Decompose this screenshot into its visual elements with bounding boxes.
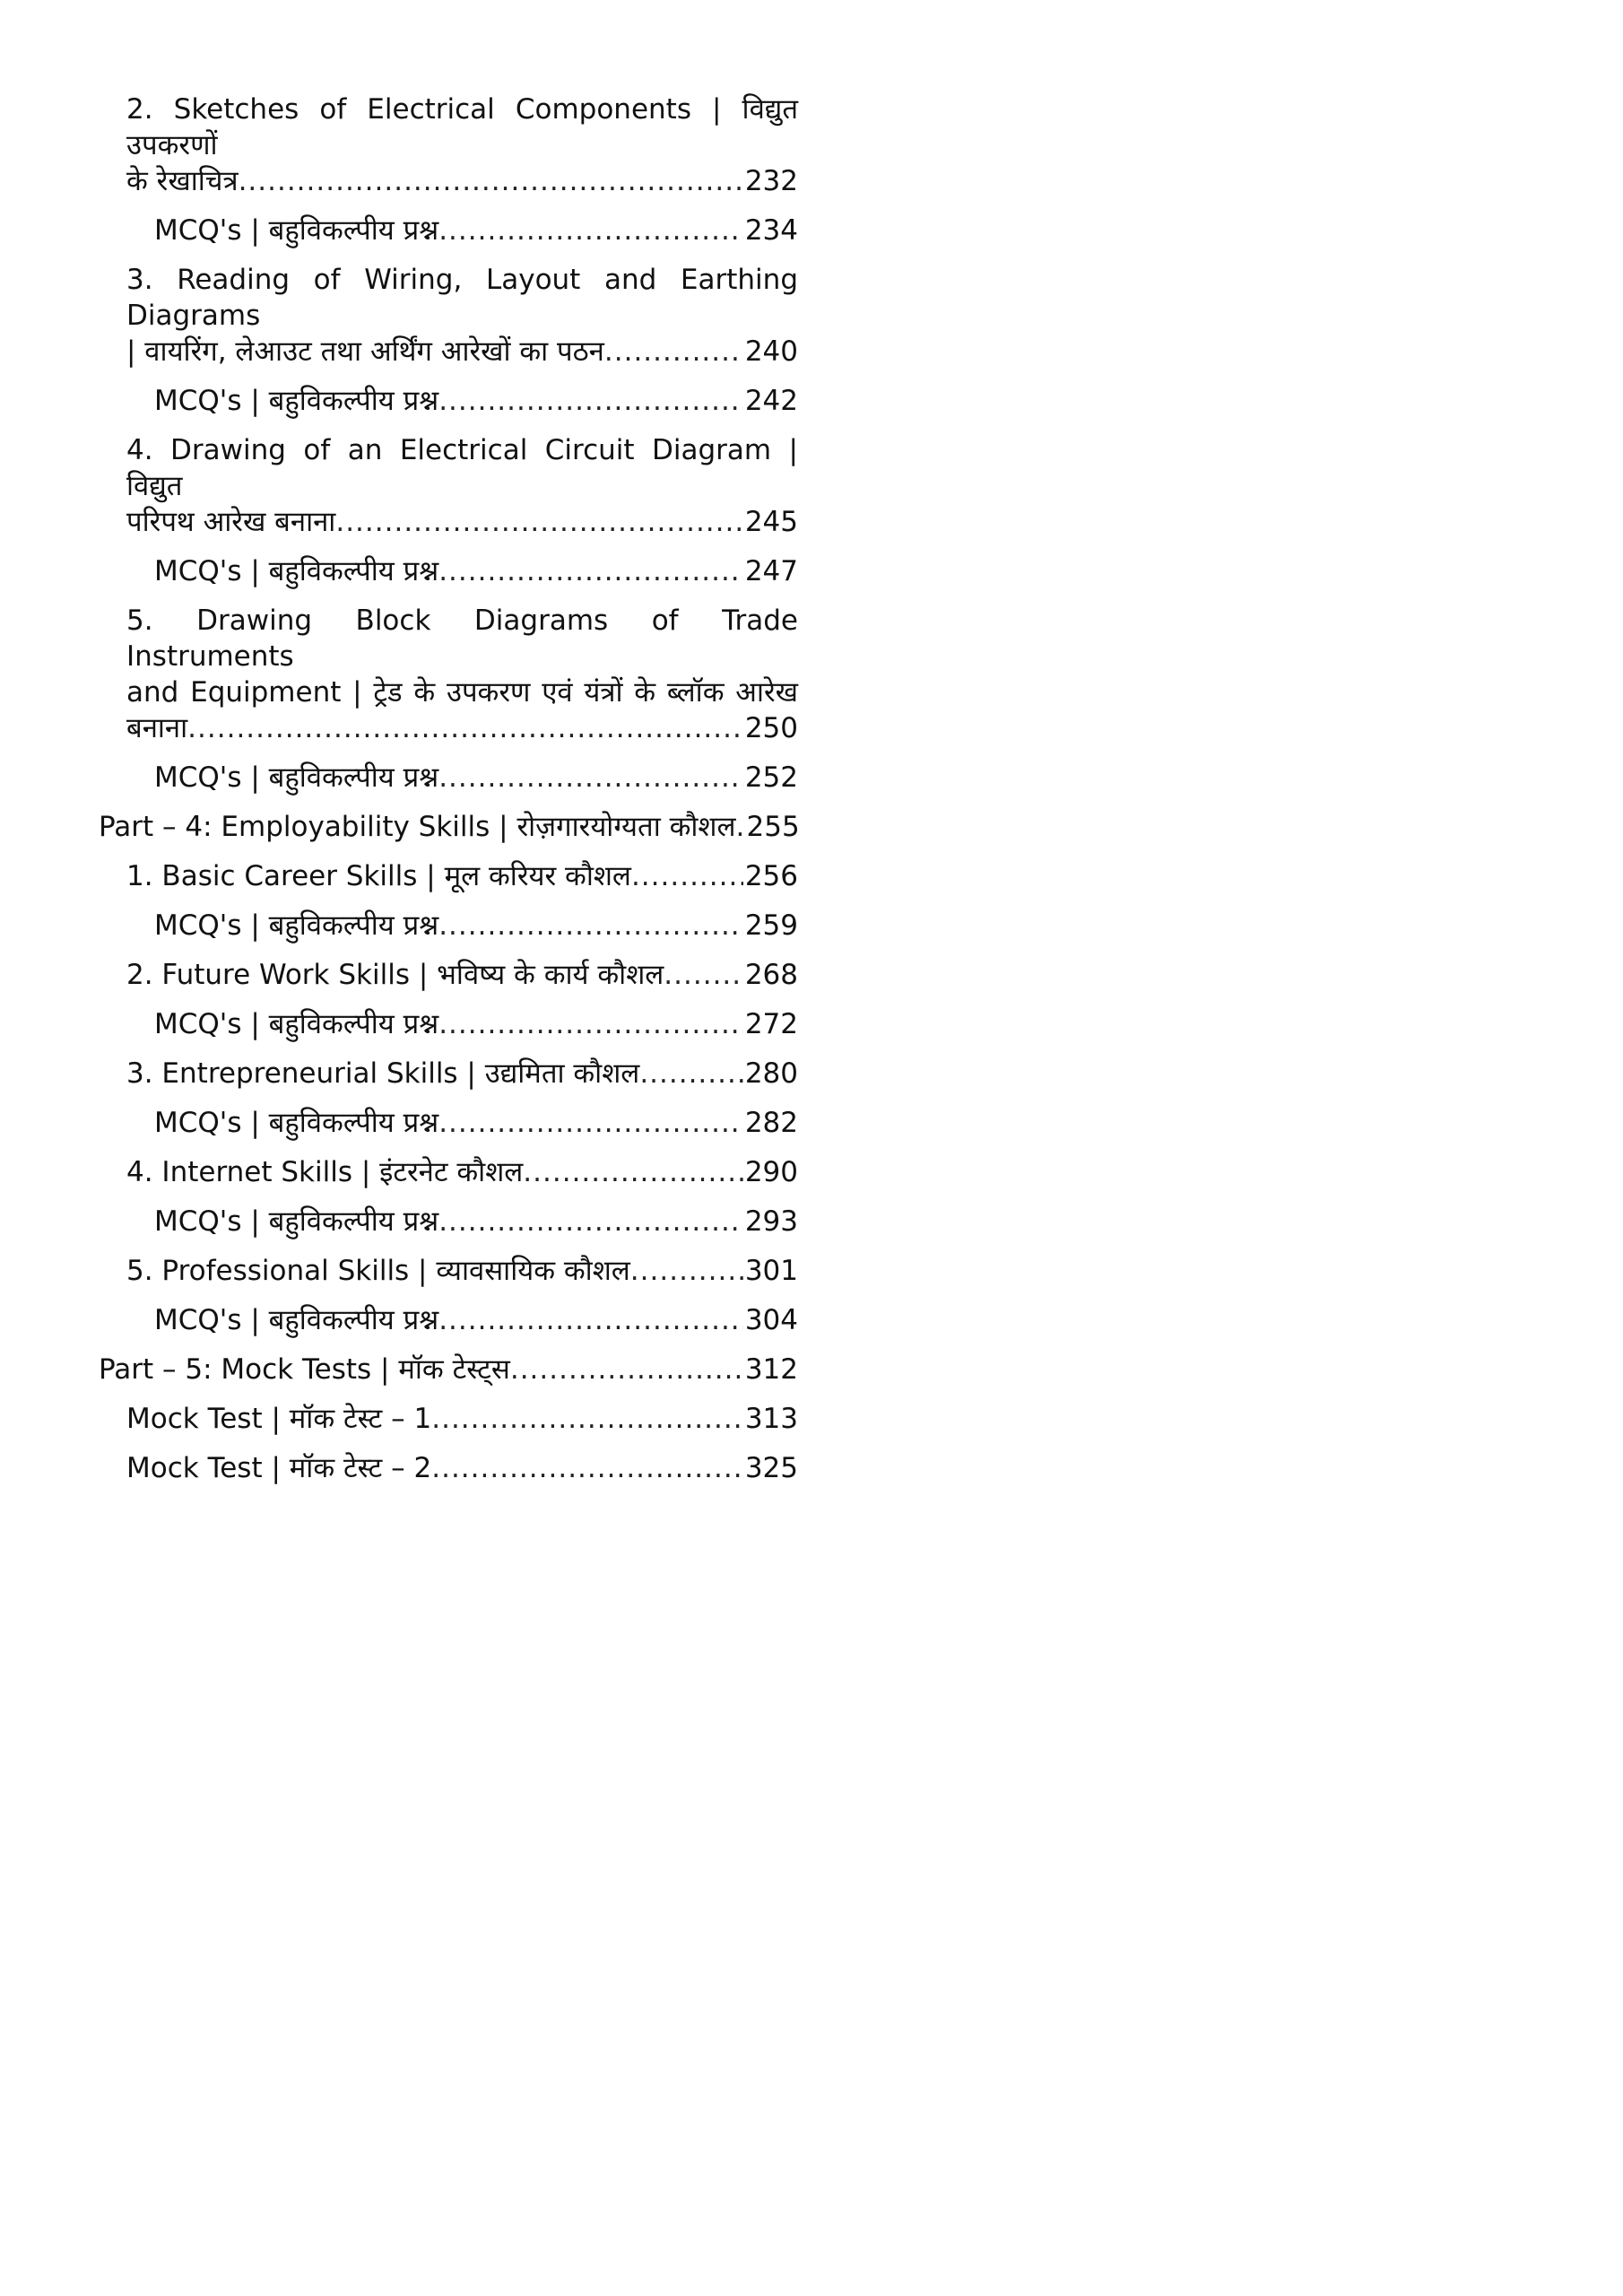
dot-leader — [438, 1204, 743, 1239]
toc-entry-title: Part – 4: Employability Skills | रोज़गारयोग्यता कौशल — [99, 811, 736, 843]
dot-leader — [187, 710, 743, 746]
toc-entry-line — [126, 710, 798, 746]
page-number: 293 — [744, 1205, 798, 1238]
page-number: 232 — [744, 165, 798, 197]
dot-leader — [239, 163, 743, 199]
page-number: 304 — [744, 1304, 798, 1336]
toc-entry-line — [126, 334, 798, 370]
dot-leader — [604, 334, 743, 370]
toc-entry[interactable] — [154, 383, 798, 419]
toc-entry-line — [154, 553, 798, 589]
page-number: 250 — [744, 712, 798, 744]
toc-entry[interactable] — [126, 432, 798, 540]
toc-entry-title: MCQ's | बहुविकल्पीय प्रश्न — [154, 385, 439, 417]
toc-entry-line — [126, 1253, 798, 1289]
page-number: 272 — [744, 1008, 798, 1040]
page-number: 325 — [744, 1452, 798, 1484]
page-number: 255 — [746, 811, 800, 843]
toc-entry-line — [154, 1302, 798, 1338]
dot-leader — [664, 957, 743, 993]
page-number: 256 — [744, 860, 798, 892]
toc-entry-title: Mock Test | मॉक टेस्ट – 2 — [126, 1452, 432, 1484]
dot-leader — [438, 1006, 743, 1042]
page-number: 247 — [744, 555, 798, 587]
toc-entry[interactable] — [126, 1056, 798, 1091]
toc-entry[interactable] — [126, 1401, 798, 1437]
toc-entry[interactable] — [126, 603, 798, 746]
dot-leader — [438, 1302, 743, 1338]
dot-leader — [523, 1154, 743, 1190]
toc-entry-line — [154, 1204, 798, 1239]
toc-entry[interactable] — [126, 1450, 798, 1486]
toc-entry-title: MCQ's | बहुविकल्पीय प्रश्न — [154, 555, 439, 587]
toc-entry-title: 1. Basic Career Skills | मूल करियर कौशल — [126, 860, 631, 892]
dot-leader — [510, 1352, 743, 1387]
toc-entry-title: परिपथ आरेख बनाना — [126, 506, 336, 538]
page-number: 245 — [744, 506, 798, 538]
toc-entry[interactable] — [126, 957, 798, 993]
page-number: 312 — [744, 1353, 798, 1386]
toc-entry-line — [126, 163, 798, 199]
page-number: 301 — [744, 1255, 798, 1287]
toc-entry-line — [126, 1154, 798, 1190]
toc-entry-title: MCQ's | बहुविकल्पीय प्रश्न — [154, 214, 439, 247]
toc-entry-line — [126, 1450, 798, 1486]
page-number: 259 — [744, 909, 798, 942]
dot-leader — [438, 1105, 743, 1141]
toc-entry[interactable] — [126, 1253, 798, 1289]
dot-leader — [438, 908, 743, 944]
dot-leader — [438, 383, 743, 419]
toc-entry-title: MCQ's | बहुविकल्पीय प्रश्न — [154, 761, 439, 794]
toc-entry-line — [126, 1401, 798, 1437]
toc-entry[interactable] — [126, 91, 798, 199]
toc-entry-title-line: 3. Reading of Wiring, Layout and Earthing Diagrams — [126, 264, 798, 332]
toc-entry[interactable] — [154, 1105, 798, 1141]
toc-entry-line — [126, 504, 798, 540]
toc-entry[interactable] — [154, 1006, 798, 1042]
toc-entry-title: Part – 5: Mock Tests | मॉक टेस्ट्स — [99, 1353, 510, 1386]
toc-entry-line — [126, 1056, 798, 1091]
toc-entry-line — [99, 1352, 798, 1387]
toc-entry-title-line: 2. Sketches of Electrical Components | विद्युत उपकरणों — [126, 93, 798, 161]
toc-entry[interactable] — [154, 908, 798, 944]
page-number: 280 — [744, 1057, 798, 1090]
dot-leader — [431, 1450, 743, 1486]
toc-entry-title: MCQ's | बहुविकल्पीय प्रश्न — [154, 1205, 439, 1238]
toc-entry-title: Mock Test | मॉक टेस्ट – 1 — [126, 1403, 432, 1435]
dot-leader — [335, 504, 742, 540]
toc-entry-title: 2. Future Work Skills | भविष्य के कार्य कौशल — [126, 959, 664, 991]
page-number: 234 — [744, 214, 798, 247]
toc-entry[interactable] — [126, 1154, 798, 1190]
toc-entry-title: MCQ's | बहुविकल्पीय प्रश्न — [154, 1008, 439, 1040]
toc-entry-title-line: 5. Drawing Block Diagrams of Trade Instruments — [126, 604, 798, 673]
page-number: 282 — [744, 1107, 798, 1139]
page-number: 242 — [744, 385, 798, 417]
dot-leader — [438, 553, 743, 589]
toc-entry-line — [154, 213, 798, 248]
dot-leader — [631, 858, 743, 894]
toc-entry-line — [99, 809, 798, 845]
table-of-contents — [99, 91, 798, 1500]
dot-leader — [639, 1056, 743, 1091]
page-number: 290 — [744, 1156, 798, 1188]
dot-leader — [630, 1253, 743, 1289]
toc-entry[interactable] — [154, 1302, 798, 1338]
toc-entry[interactable] — [126, 262, 798, 370]
dot-leader — [431, 1401, 743, 1437]
toc-entry-title: MCQ's | बहुविकल्पीय प्रश्न — [154, 909, 439, 942]
toc-entry-line — [154, 760, 798, 796]
page-number: 268 — [744, 959, 798, 991]
toc-entry-title: | वायरिंग, लेआउट तथा अर्थिंग आरेखों का पठन — [126, 335, 604, 368]
toc-entry-title: 3. Entrepreneurial Skills | उद्यमिता कौशल — [126, 1057, 640, 1090]
toc-entry[interactable] — [154, 760, 798, 796]
dot-leader — [438, 213, 743, 248]
page-number: 313 — [744, 1403, 798, 1435]
toc-entry[interactable] — [154, 1204, 798, 1239]
toc-entry[interactable] — [99, 809, 798, 845]
toc-entry-line — [126, 957, 798, 993]
toc-entry[interactable] — [154, 553, 798, 589]
toc-entry-title: MCQ's | बहुविकल्पीय प्रश्न — [154, 1107, 439, 1139]
page-number: 252 — [744, 761, 798, 794]
toc-entry-title-line: and Equipment | ट्रेड के उपकरण एवं यंत्रों के ब्लॉक आरेख — [126, 676, 798, 709]
dot-leader — [736, 809, 745, 845]
toc-entry[interactable] — [126, 858, 798, 894]
toc-entry-line — [126, 858, 798, 894]
toc-entry[interactable] — [99, 1352, 798, 1387]
toc-entry-title-line: 4. Drawing of an Electrical Circuit Diagram | विद्युत — [126, 434, 798, 502]
toc-entry-line — [154, 1006, 798, 1042]
page-number: 240 — [744, 335, 798, 368]
toc-entry-line — [154, 383, 798, 419]
toc-entry-title: 5. Professional Skills | व्यावसायिक कौशल — [126, 1255, 630, 1287]
toc-entry-line — [154, 1105, 798, 1141]
dot-leader — [438, 760, 743, 796]
toc-entry-line — [154, 908, 798, 944]
toc-entry-title: MCQ's | बहुविकल्पीय प्रश्न — [154, 1304, 439, 1336]
toc-entry-title: बनाना — [126, 712, 188, 744]
toc-entry[interactable] — [154, 213, 798, 248]
toc-entry-title: के रेखाचित्र — [126, 165, 239, 197]
toc-entry-title: 4. Internet Skills | इंटरनेट कौशल — [126, 1156, 524, 1188]
